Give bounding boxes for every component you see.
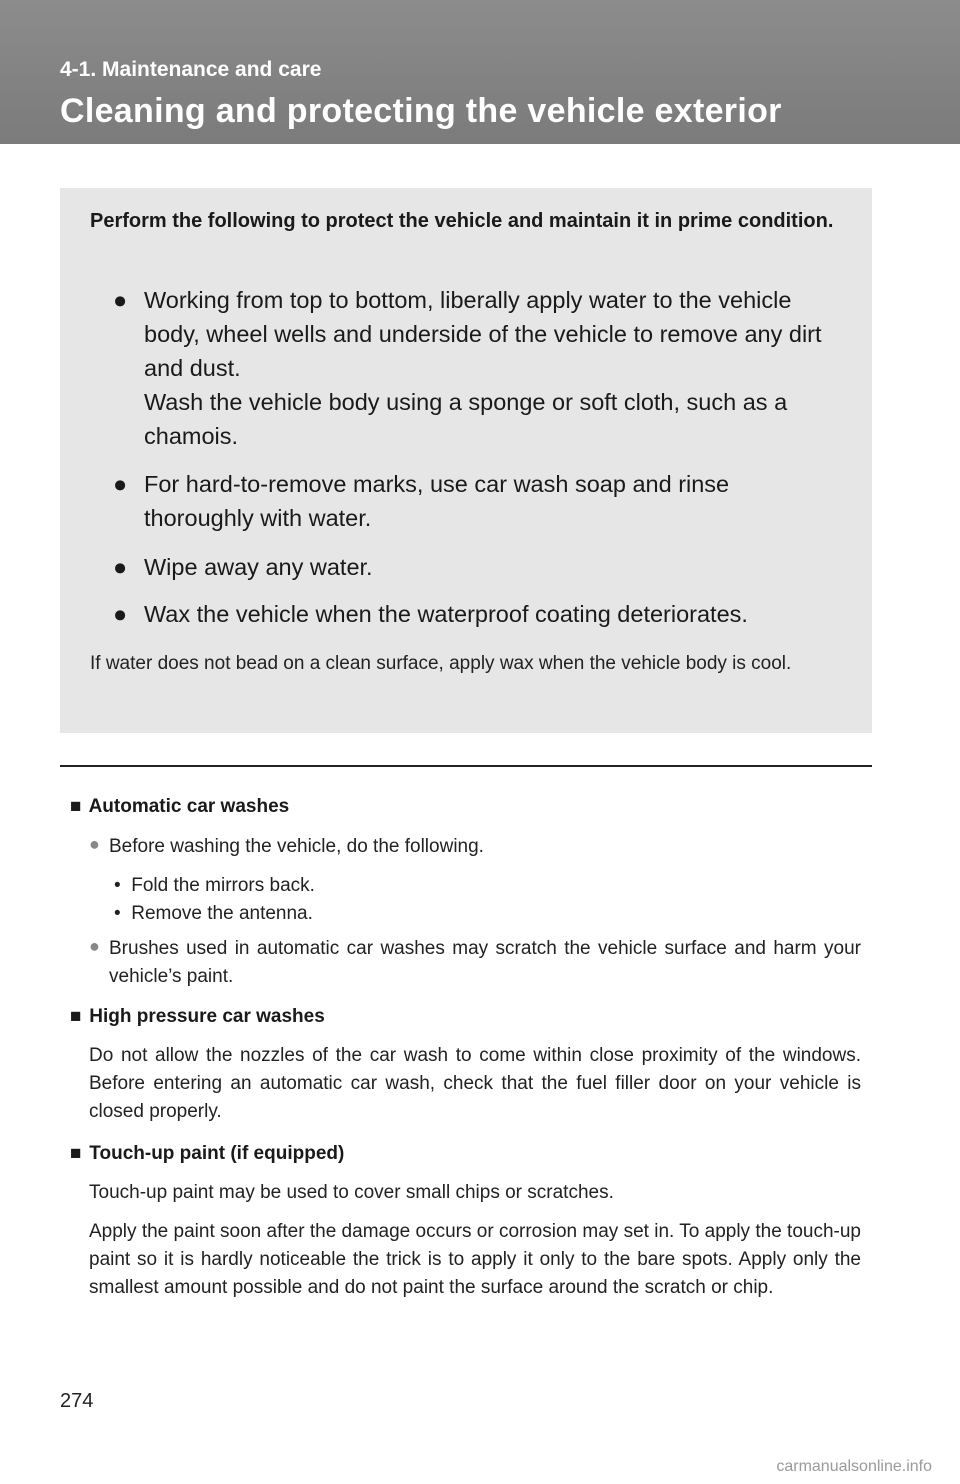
page-header [0, 0, 960, 144]
page-title: Cleaning and protecting the vehicle exterior [60, 92, 782, 130]
bullet-icon: ● [89, 834, 100, 854]
square-bullet-icon: ■ [70, 1143, 82, 1164]
summary-bullet-text: Wipe away any water. [144, 554, 373, 580]
high-pressure-heading: ■ High pressure car washes [70, 1003, 325, 1031]
summary-box [60, 188, 872, 733]
bullet-icon: ● [113, 601, 128, 627]
high-pressure-text: Do not allow the nozzles of the car wash to come within close proximity of the windows. Before entering an automatic car wash, check that the fuel filler door on your vehicle is closed properly. [89, 1045, 861, 1122]
summary-bullet-text: Wax the vehicle when the waterproof coating deteriorates. [144, 601, 748, 627]
touch-up-text: Apply the paint soon after the damage occurs or corrosion may set in. To apply the touch-up paint so it is hardly noticeable the trick is to apply it only to the bare spots. Apply only the smallest amount possible and do not paint the surface around the scratch or chip. [89, 1221, 861, 1298]
section-label: 4-1. Maintenance and care [60, 58, 322, 81]
summary-bullet-text: Working from top to bottom, liberally apply water to the vehicle body, wheel wells and underside of the vehicle to remove any dirt and dust. [144, 287, 822, 381]
square-bullet-icon: ■ [70, 1006, 82, 1027]
bullet-icon: ● [113, 554, 128, 580]
summary-bullet-text: For hard-to-remove marks, use car wash soap and rinse thoroughly with water. [144, 471, 730, 531]
page-number: 274 [60, 1390, 94, 1412]
auto-wash-heading: ■ Automatic car washes [70, 793, 289, 821]
list-item: • Fold the mirrors back. [114, 875, 315, 896]
touch-up-heading: ■ Touch-up paint (if equipped) [70, 1140, 344, 1168]
summary-intro: Perform the following to protect the vehicle and maintain it in prime condition. [90, 210, 834, 232]
bullet-icon: ● [89, 936, 100, 956]
list-item: • Remove the antenna. [114, 903, 313, 924]
touch-up-text: Touch-up paint may be used to cover small chips or scratches. [89, 1182, 614, 1203]
summary-bullet-text: Wash the vehicle body using a sponge or soft cloth, such as a chamois. [144, 389, 788, 449]
auto-wash-item: Brushes used in automatic car washes may scratch the vehicle surface and harm your vehicle’s paint. [109, 938, 861, 987]
bullet-icon: ● [113, 471, 128, 497]
divider [60, 765, 872, 767]
square-bullet-icon: ■ [70, 796, 82, 817]
auto-wash-item: Before washing the vehicle, do the following. [109, 836, 484, 857]
footer-watermark: carmanualsonline.info [776, 1458, 932, 1475]
bullet-icon: ● [113, 287, 128, 313]
summary-note: If water does not bead on a clean surface, apply wax when the vehicle body is cool. [90, 653, 792, 674]
